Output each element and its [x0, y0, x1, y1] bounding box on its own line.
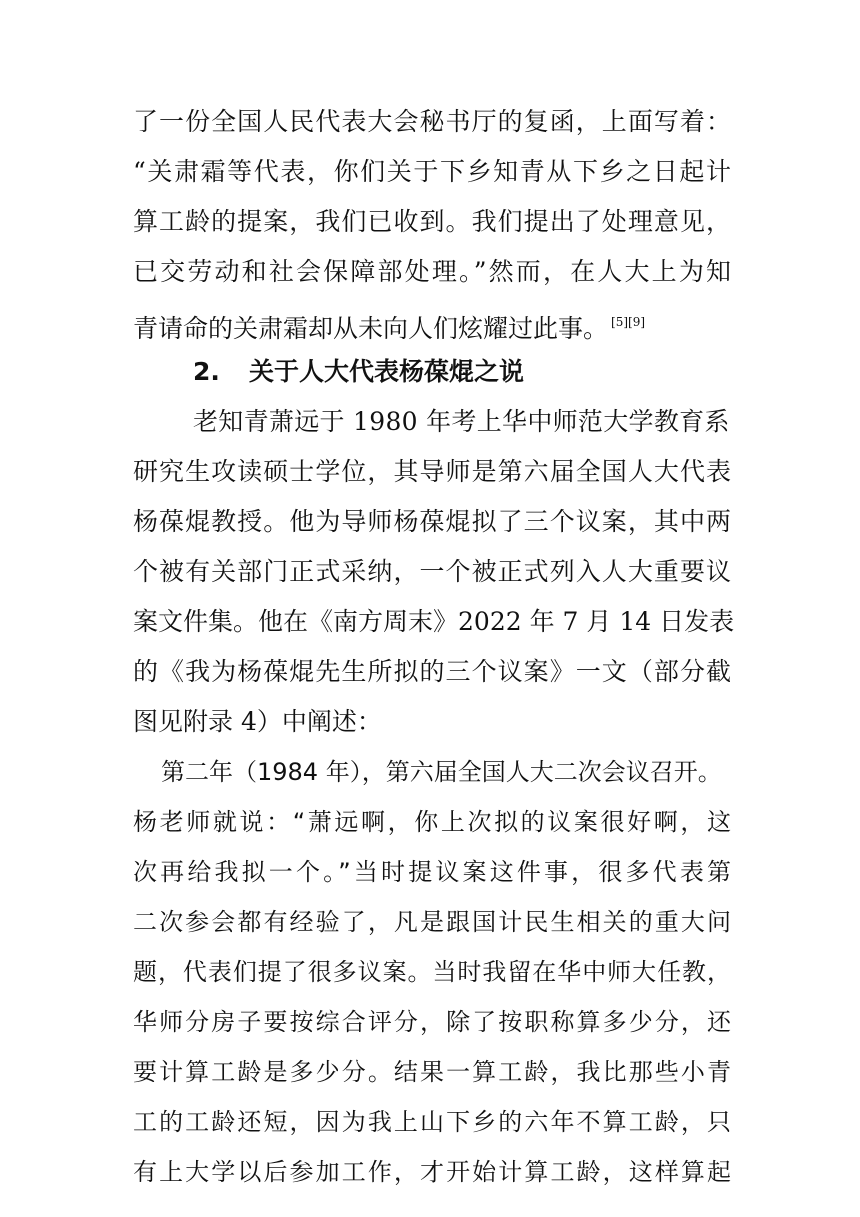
paragraph-line: 个被有关部门正式采纳，一个被正式列入人大重要议 — [133, 557, 731, 586]
citation-superscript: [5][9] — [611, 315, 646, 329]
paragraph-line-last — [133, 297, 731, 347]
paragraph-line: 研究生攻读硕士学位，其导师是第六届全国人大代表 — [133, 457, 731, 486]
paragraph-line-last: 图见附录 4）中阐述： — [133, 707, 382, 736]
quote-line-first: 第二年（1984 年），第六届全国人大二次会议召开。 — [161, 758, 722, 786]
paragraph-line: 杨葆焜教授。他为导师杨葆焜拟了三个议案，其中两 — [133, 507, 731, 536]
quote-line: 要计算工龄是多少分。结果一算工龄，我比那些小青 — [133, 1058, 731, 1086]
section-title: 关于人大代表杨葆焜之说 — [249, 357, 525, 386]
paragraph-line: 了一份全国人民代表大会秘书厅的复函，上面写着： — [133, 107, 731, 136]
section-heading — [193, 347, 733, 397]
paragraph-line: 的《我为杨葆焜先生所拟的三个议案》一文（部分截 — [133, 657, 731, 686]
paragraph-line: 已交劳动和社会保障部处理。”然而，在人大上为知 — [133, 257, 731, 286]
quote-line: 二次参会都有经验了，凡是跟国计民生相关的重大问 — [133, 908, 731, 936]
quote-line: 题，代表们提了很多议案。当时我留在华中师大任教， — [133, 958, 731, 986]
paragraph-line: 算工龄的提案，我们已收到。我们提出了处理意见， — [133, 207, 731, 236]
paragraph-line: 案文件集。他在《南方周末》2022 年 7 月 14 日发表 — [133, 607, 735, 636]
quote-line: 有上大学以后参加工作，才开始计算工龄，这样算起 — [133, 1158, 731, 1186]
quote-line: 次再给我拟一个。”当时提议案这件事，很多代表第 — [133, 858, 731, 886]
paragraph-line-first: 老知青萧远于 1980 年考上华中师范大学教育系 — [193, 407, 730, 436]
quote-line: 工的工龄还短，因为我上山下乡的六年不算工龄，只 — [133, 1108, 731, 1136]
quote-line: 杨老师就说：“萧远啊，你上次拟的议案很好啊，这 — [133, 808, 731, 836]
section-number: 2. — [193, 357, 220, 386]
quote-line: 华师分房子要按综合评分，除了按职称算多少分，还 — [133, 1008, 731, 1036]
paragraph-line: “关肃霜等代表，你们关于下乡知青从下乡之日起计 — [133, 157, 731, 186]
paragraph-text: 青请命的关肃霜却从未向人们炫耀过此事。 — [133, 314, 609, 343]
